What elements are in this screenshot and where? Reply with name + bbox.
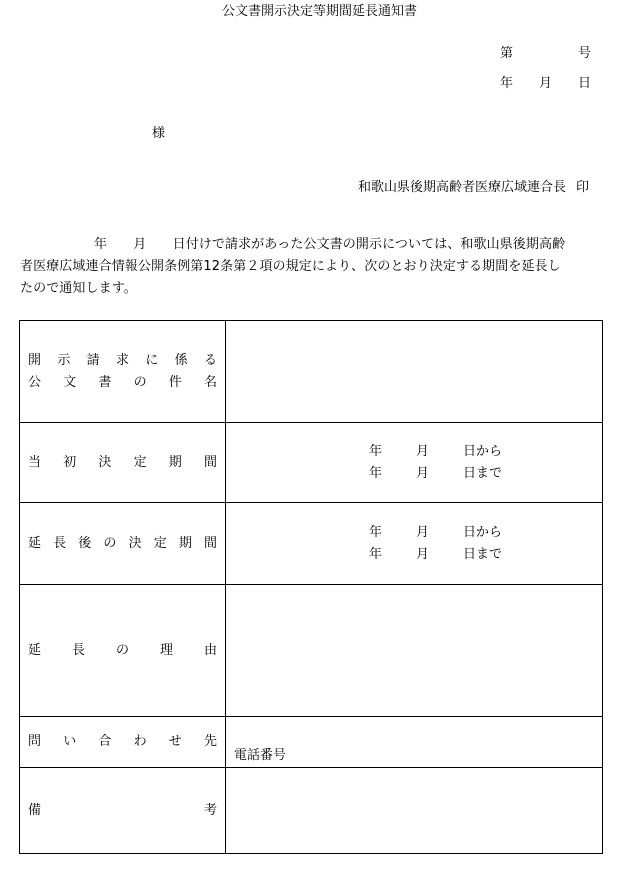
label-char: 後 <box>78 535 92 551</box>
label-extension-reason <box>20 585 226 717</box>
month-label: 月 <box>415 465 429 481</box>
label-char: 間 <box>203 535 217 551</box>
label-char: 延 <box>28 535 42 551</box>
label-char: 文 <box>63 374 77 390</box>
from-suffix: 日から <box>462 524 502 540</box>
year-label: 年 <box>368 465 382 481</box>
label-contact <box>20 717 226 768</box>
label-char: 長 <box>53 535 67 551</box>
phone-number-label: 電話番号 <box>234 747 287 763</box>
label-initial-period <box>20 423 226 503</box>
label-char: 理 <box>159 642 173 658</box>
label-char: 定 <box>133 454 147 470</box>
year-label: 年 <box>368 546 382 562</box>
label-char: 由 <box>203 642 217 658</box>
label-char: 備 <box>28 802 42 818</box>
body-line-3: たので通知します。 <box>20 281 137 296</box>
label-char: る <box>203 352 217 368</box>
to-suffix: 日まで <box>462 546 502 562</box>
value-extension-reason <box>226 585 603 717</box>
label-char: 開 <box>28 352 42 368</box>
label-char: 定 <box>153 535 167 551</box>
label-char: の <box>103 535 117 551</box>
label-char: 件 <box>168 374 182 390</box>
period-to <box>226 544 602 566</box>
label-char: 初 <box>63 454 77 470</box>
period-from <box>226 522 602 544</box>
label-char: 期 <box>168 454 182 470</box>
label-char: 係 <box>174 352 188 368</box>
label-char: 長 <box>71 642 85 658</box>
label-char: 期 <box>178 535 192 551</box>
document-date: 年 月 日 <box>499 76 591 91</box>
row-contact <box>20 717 603 768</box>
row-remarks <box>20 768 603 854</box>
document-number: 第 号 <box>499 46 591 61</box>
label-remarks <box>20 768 226 854</box>
to-suffix: 日まで <box>462 465 502 481</box>
label-char: 書 <box>98 374 112 390</box>
month-label: 月 <box>415 524 429 540</box>
document-title: 公文書開示決定等期間延長通知書 <box>221 4 417 19</box>
label-line <box>28 640 217 662</box>
row-document-subject <box>20 321 603 423</box>
label-char: 決 <box>128 535 142 551</box>
label-char: 示 <box>57 352 71 368</box>
label-document-subject <box>20 321 226 423</box>
label-line <box>28 800 217 822</box>
sender <box>358 176 589 195</box>
label-char: 請 <box>86 352 100 368</box>
value-remarks <box>226 768 603 854</box>
year-label: 年 <box>368 443 382 459</box>
label-char: の <box>115 642 129 658</box>
label-line <box>28 533 217 555</box>
period-to <box>226 463 602 485</box>
label-char: せ <box>168 734 182 749</box>
year-label: 年 <box>368 524 382 540</box>
month-label: 月 <box>415 443 429 459</box>
label-extended-period <box>20 503 226 585</box>
label-char: わ <box>133 734 147 749</box>
label-char: 合 <box>98 734 112 749</box>
seal-mark: 印 <box>575 180 589 195</box>
label-line-1 <box>28 350 217 372</box>
month-label: 月 <box>415 546 429 562</box>
body-line-1: 年 月 日付けで請求があった公文書の開示については、和歌山県後期高齢 <box>94 237 566 252</box>
row-extension-reason <box>20 585 603 717</box>
label-char: 当 <box>28 454 42 470</box>
body-line-2: 者医療広域連合情報公開条例第12条第２項の規定により、次のとおり決定する期間を延長し <box>20 259 561 274</box>
label-char: 名 <box>203 374 217 390</box>
label-char: 考 <box>203 802 217 818</box>
label-line-2 <box>28 372 217 394</box>
value-contact <box>226 717 603 768</box>
label-line <box>28 452 217 474</box>
label-char: の <box>133 374 147 390</box>
label-char: 公 <box>28 374 42 390</box>
notice-form-table <box>19 320 603 854</box>
label-char: 間 <box>203 454 217 470</box>
label-char: 決 <box>98 454 112 470</box>
row-initial-period <box>20 423 603 503</box>
sender-name: 和歌山県後期高齢者医療広域連合長 <box>357 180 566 195</box>
value-initial-period <box>226 423 603 503</box>
label-line <box>28 731 217 753</box>
body-text <box>20 234 624 300</box>
label-char: に <box>145 352 159 368</box>
row-extended-period <box>20 503 603 585</box>
label-char: 求 <box>115 352 129 368</box>
label-char: 延 <box>28 642 42 658</box>
value-extended-period <box>226 503 603 585</box>
value-document-subject <box>226 321 603 423</box>
period-from <box>226 441 602 463</box>
label-char: 問 <box>28 734 42 749</box>
addressee: 様 <box>152 126 166 141</box>
label-char: い <box>63 734 77 749</box>
label-char: 先 <box>203 734 217 749</box>
from-suffix: 日から <box>462 443 502 459</box>
